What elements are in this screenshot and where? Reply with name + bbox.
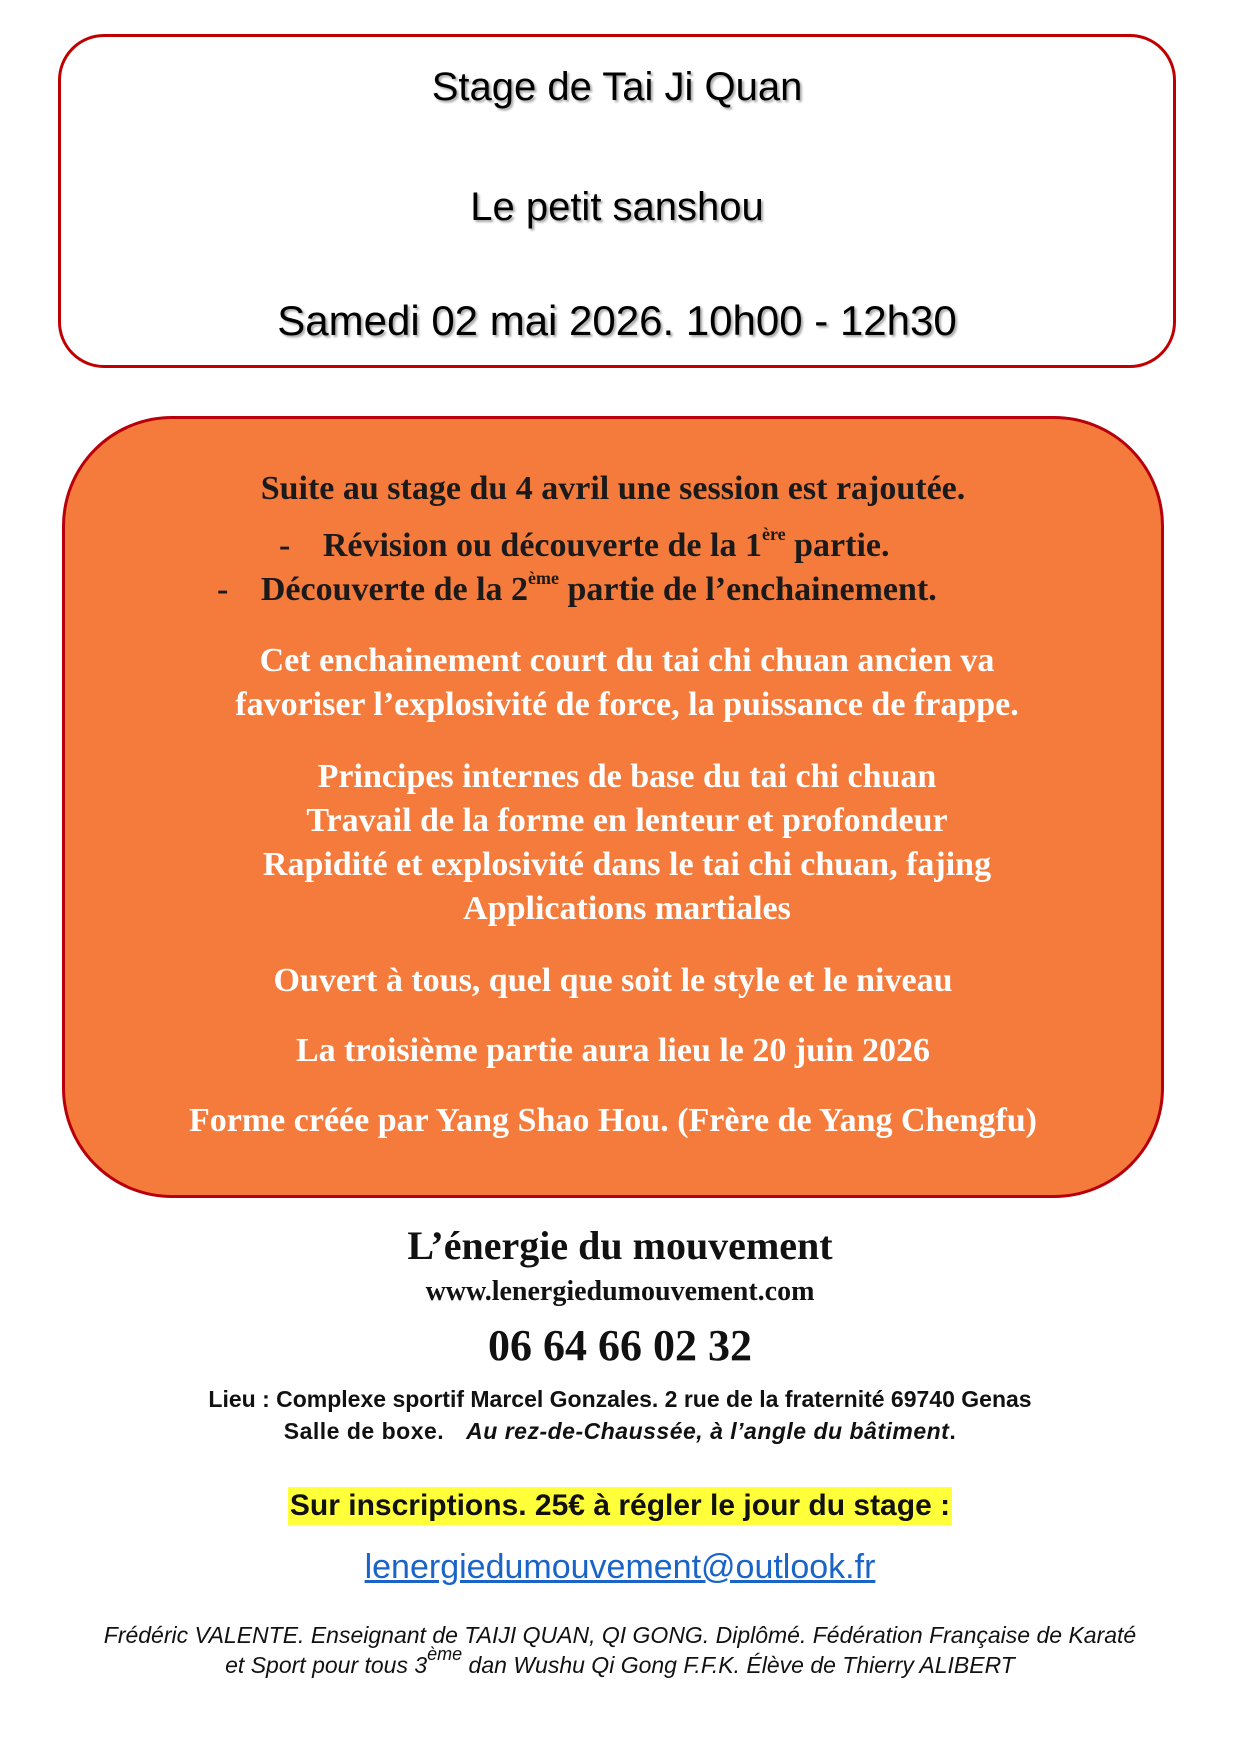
registration-line [0, 1487, 1240, 1525]
footer-text-end: dan Wushu Qi Gong F.F.K. Élève de Thierry ALIBERT [462, 1652, 1015, 1678]
organization-website: www.lenergiedumouvement.com [425, 1276, 815, 1307]
event-title: Stage de Tai Ji Quan [431, 65, 803, 109]
event-subtitle: Le petit sanshou [470, 185, 764, 229]
bullet-text: Découverte de la 2 [260, 571, 529, 608]
venue-room [0, 1418, 1240, 1445]
principle-line: Rapidité et explosivité dans le tai chi chuan, fajing [262, 846, 992, 883]
email-link[interactable]: lenergiedumouvement@outlook.fr [364, 1548, 876, 1586]
header-box [58, 34, 1176, 368]
bullet-text-end: partie. [785, 527, 890, 564]
registration-highlight: Sur inscriptions. 25€ à régler le jour du stage : [288, 1487, 952, 1525]
description-line: favoriser l’explosivité de force, la puissance de frappe. [235, 686, 1019, 723]
bullet-sup: ème [528, 567, 559, 588]
program-box [62, 416, 1164, 1198]
bullet-text-end: partie de l’enchainement. [559, 571, 937, 608]
principle-line: Principes internes de base du tai chi chuan [317, 758, 937, 795]
footer-credits [0, 1620, 1240, 1680]
principle-line: Applications martiales [463, 890, 791, 927]
venue-address: Lieu : Complexe sportif Marcel Gonzales. 2 rue de la fraternité 69740 Genas [208, 1386, 1032, 1412]
footer-text: et Sport pour tous 3 [225, 1652, 428, 1678]
room-end: . [949, 1418, 957, 1444]
bullet-sup: ère [761, 523, 786, 544]
organization-phone: 06 64 66 02 32 [488, 1321, 752, 1370]
program-intro: Suite au stage du 4 avril une session est rajoutée. [260, 470, 966, 507]
third-part-notice: La troisième partie aura lieu le 20 juin 2026 [296, 1032, 930, 1069]
footer-sup: ème [427, 1644, 463, 1665]
principle-line: Travail de la forme en lenteur et profondeur [306, 802, 948, 839]
bullet-dash: - [217, 571, 229, 608]
event-date-time: Samedi 02 mai 2026. 10h00 - 12h30 [277, 297, 957, 344]
bullet-item [279, 523, 890, 565]
form-creator: Forme créée par Yang Shao Hou. (Frère de Yang Chengfu) [188, 1102, 1037, 1139]
footer-line: Frédéric VALENTE. Enseignant de TAIJI QUAN, QI GONG. Diplômé. Fédération Française de Karaté [103, 1622, 1137, 1648]
bullet-item [217, 567, 937, 609]
room-name: Salle de boxe. [283, 1418, 445, 1444]
organization-name: L’énergie du mouvement [407, 1223, 833, 1268]
description-line: Cet enchainement court du tai chi chuan ancien va [259, 642, 995, 679]
open-to-all: Ouvert à tous, quel que soit le style et le niveau [273, 962, 953, 999]
bullet-dash: - [279, 527, 291, 564]
room-detail: Au rez-de-Chaussée, à l’angle du bâtiment [466, 1418, 950, 1444]
bullet-text: Révision ou découverte de la 1 [322, 527, 762, 564]
footer-line [0, 1644, 1240, 1680]
